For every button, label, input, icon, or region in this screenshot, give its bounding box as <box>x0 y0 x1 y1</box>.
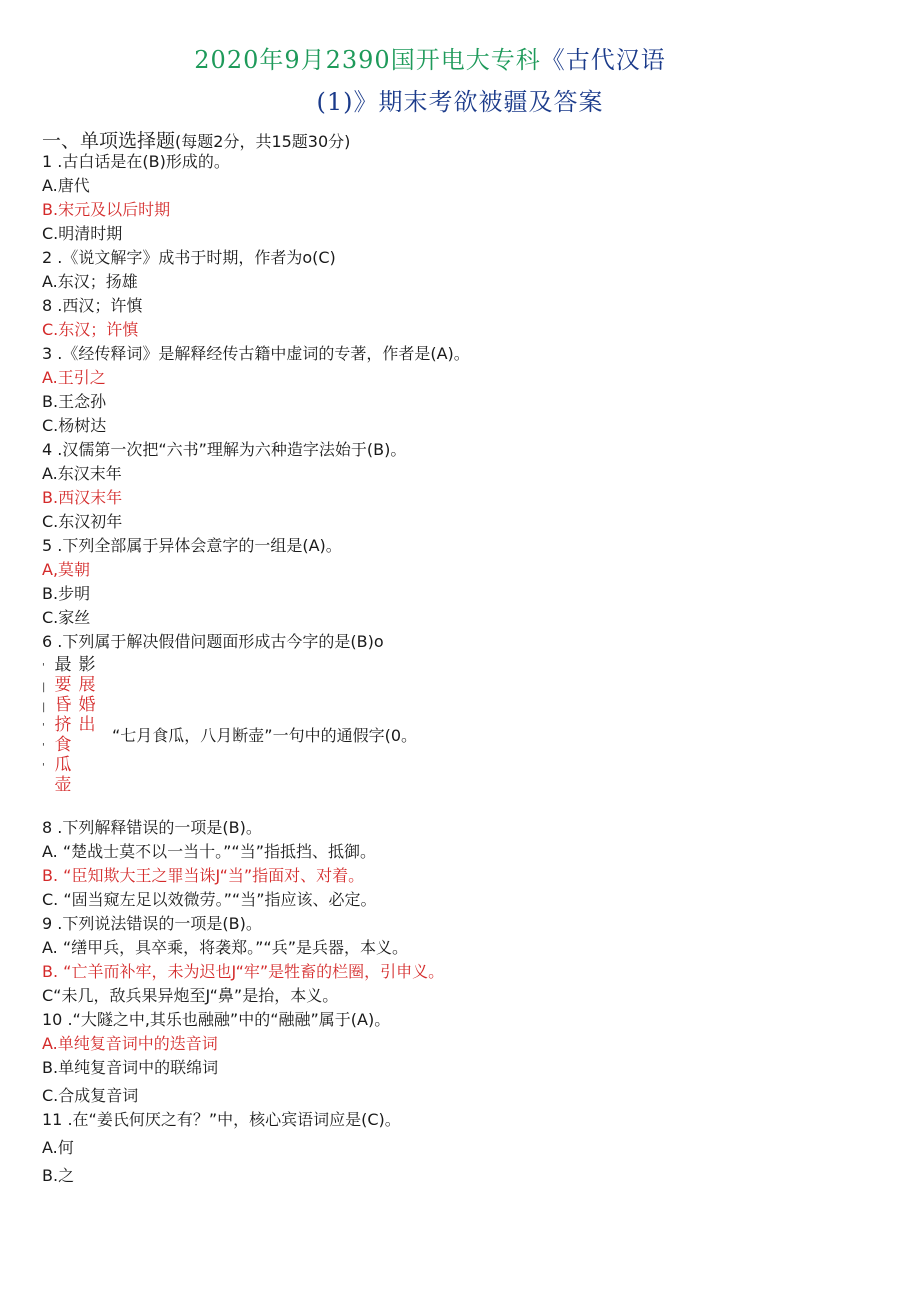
line-q1a: A.唐代 <box>42 176 90 195</box>
margin-tick-marks <box>42 658 46 778</box>
vertical-options-column-1 <box>52 655 74 795</box>
section-heading-title: 一、单项选择题 <box>42 130 176 152</box>
line-q1c: C.明清时期 <box>42 224 123 243</box>
vertical-char: 壶 <box>54 775 72 795</box>
line-q1b: B.宋元及以后时期 <box>42 200 171 219</box>
line-q2b: 8 .西汉；许慎 <box>42 296 143 315</box>
line-q8: 8 .下列解释错误的一项是(B)。 <box>42 818 262 837</box>
vertical-char: 昏 <box>54 695 72 715</box>
document-title-line-2: (1)》期末考欲被疆及答案 <box>316 88 604 116</box>
vertical-char: 食 <box>54 735 72 755</box>
line-q11a: A.何 <box>42 1138 74 1157</box>
vertical-options-column-2 <box>76 655 98 735</box>
line-q9: 9 .下列说法错误的一项是(B)。 <box>42 914 262 933</box>
line-q4a: A.东汉末年 <box>42 464 122 483</box>
vertical-char: 展 <box>78 675 96 695</box>
tick-mark: | <box>42 682 46 693</box>
line-q6: 6 .下列属于解决假借问题面形成古今字的是(B)o <box>42 632 384 651</box>
line-q11b: B.之 <box>42 1166 75 1185</box>
question-7-text: “七月食瓜，八月断壶”一句中的通假字(0。 <box>112 726 418 745</box>
line-q5b: B.步明 <box>42 584 91 603</box>
line-q3a: A.王引之 <box>42 368 106 387</box>
line-q4b: B.西汉末年 <box>42 488 123 507</box>
line-q8c: C. “固当窥左足以效微劳。”“当”指应该、必定。 <box>42 890 377 909</box>
line-q9c: C“未几，敌兵果异炮至J“鼻”是抬，本义。 <box>42 986 339 1005</box>
title-part-navy: 《古代汉语 <box>540 46 666 74</box>
line-q5a: A,莫朝 <box>42 560 91 579</box>
line-q2a: A.东汉；扬雄 <box>42 272 138 291</box>
line-q5: 5 .下列全部属于异体会意字的一组是(A)。 <box>42 536 342 555</box>
line-q4: 4 .汉儒第一次把“六书”理解为六种造字法始于(B)。 <box>42 440 407 459</box>
line-q9a: A. “缮甲兵，具卒乘，将袭郑。”“兵”是兵器，本义。 <box>42 938 408 957</box>
tick-mark: ' <box>42 662 45 673</box>
vertical-char: 最 <box>54 655 72 675</box>
line-q1: 1 .古白话是在(B)形成的。 <box>42 152 230 171</box>
tick-mark: ' <box>42 742 45 753</box>
line-q5c: C.家丝 <box>42 608 91 627</box>
line-q3: 3 .《经传释词》是解释经传古籍中虚词的专著，作者是(A)。 <box>42 344 470 363</box>
line-q10a: A.单纯复音词中的迭音词 <box>42 1034 218 1053</box>
line-q10c: C.合成复音词 <box>42 1086 139 1105</box>
title-part-green: 2020年9月2390国开电大专科 <box>194 46 541 74</box>
line-q2: 2 .《说文解字》成书于时期，作者为o(C) <box>42 248 336 267</box>
tick-mark: ' <box>42 722 45 733</box>
vertical-char: 要 <box>54 675 72 695</box>
vertical-char: 出 <box>78 715 96 735</box>
line-q2c: C.东汉；许慎 <box>42 320 139 339</box>
line-q10: 10 .“大隧之中,其乐也融融”中的“融融”属于(A)。 <box>42 1010 391 1029</box>
line-q10b: B.单纯复音词中的联绵词 <box>42 1058 219 1077</box>
line-q3b: B.王念孙 <box>42 392 107 411</box>
line-q3c: C.杨树达 <box>42 416 107 435</box>
line-q8a: A. “楚战士莫不以一当十。”“当”指抵挡、抵御。 <box>42 842 376 861</box>
line-q4c: C.东汉初年 <box>42 512 123 531</box>
line-q9b: B. “亡羊而补牢，未为迟也J“牢”是牲畜的栏圈，引申义。 <box>42 962 445 981</box>
tick-mark: ' <box>42 762 45 773</box>
vertical-char: 瓜 <box>54 755 72 775</box>
tick-mark: | <box>42 702 46 713</box>
vertical-char: 婚 <box>78 695 96 715</box>
section-heading <box>42 126 350 153</box>
document-title-line-1 <box>0 40 920 75</box>
line-q8b: B. “臣知欺大王之罪当诛J“当”指面对、对着。 <box>42 866 365 885</box>
vertical-char: 影 <box>78 655 96 675</box>
vertical-char: 挤 <box>54 715 72 735</box>
line-q11: 11 .在“姜氏何厌之有？”中，核心宾语词应是(C)。 <box>42 1110 401 1129</box>
section-heading-note: (每题2分，共15题30分) <box>175 132 351 151</box>
